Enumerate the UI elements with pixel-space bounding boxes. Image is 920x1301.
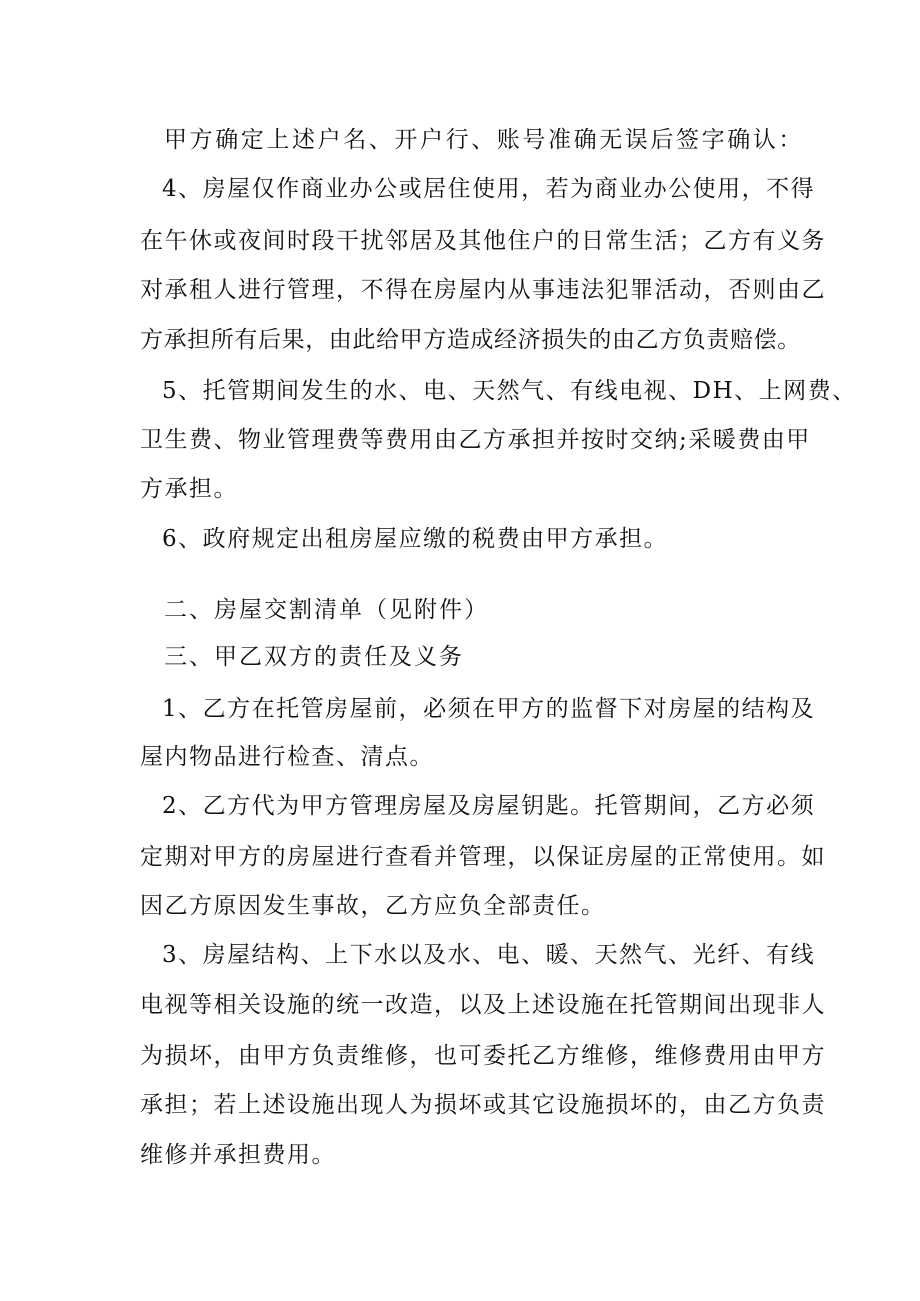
- duty-3-line-3: 为损坏，由甲方负责维修，也可委托乙方维修，维修费用由甲方: [140, 1043, 826, 1069]
- clause-4-line-2: 在午休或夜间时段干扰邻居及其他住户的日常生活；乙方有义务: [140, 228, 826, 254]
- clause-5-line-1: 5、托管期间发生的水、电、天然气、有线电视、DH、上网费、: [162, 378, 857, 404]
- duty-2-line-1: 2、乙方代为甲方管理房屋及房屋钥匙。托管期间，乙方必须: [162, 793, 816, 819]
- duty-3-line-4: 承担；若上述设施出现人为损坏或其它设施损坏的，由乙方负责: [140, 1092, 826, 1118]
- clause-4-line-4: 方承担所有后果，由此给甲方造成经济损失的由乙方负责赔偿。: [140, 327, 801, 353]
- duty-3-line-2: 电视等相关设施的统一改造，以及上述设施在托管期间出现非人: [140, 992, 826, 1018]
- duty-2-line-2: 定期对甲方的房屋进行查看并管理，以保证房屋的正常使用。如: [140, 844, 826, 870]
- clause-4-line-1: 4、房屋仅作商业办公或居住使用，若为商业办公使用，不得: [162, 176, 816, 202]
- duty-2-line-3: 因乙方原因发生事故，乙方应负全部责任。: [140, 893, 606, 919]
- paragraph-confirmation: 甲方确定上述户名、开户行、账号准确无误后签字确认：: [164, 127, 804, 153]
- clause-4-line-3: 对承租人进行管理，不得在房屋内从事违法犯罪活动，否则由乙: [140, 277, 826, 303]
- section-2-heading: 二、房屋交割清单（见附件）: [164, 597, 489, 623]
- clause-5-line-2: 卫生费、物业管理费等费用由乙方承担并按时交纳;采暖费由甲: [140, 427, 811, 453]
- duty-3-line-1: 3、房屋结构、上下水以及水、电、暖、天然气、光纤、有线: [162, 942, 816, 968]
- clause-6-line-1: 6、政府规定出租房屋应缴的税费由甲方承担。: [162, 526, 669, 552]
- clause-5-line-3: 方承担。: [140, 476, 238, 502]
- duty-1-line-2: 屋内物品进行检查、清点。: [140, 744, 434, 770]
- section-3-heading: 三、甲乙双方的责任及义务: [164, 644, 464, 670]
- duty-3-line-5: 维修并承担费用。: [140, 1142, 336, 1168]
- duty-1-line-1: 1、乙方在托管房屋前，必须在甲方的监督下对房屋的结构及: [162, 696, 816, 722]
